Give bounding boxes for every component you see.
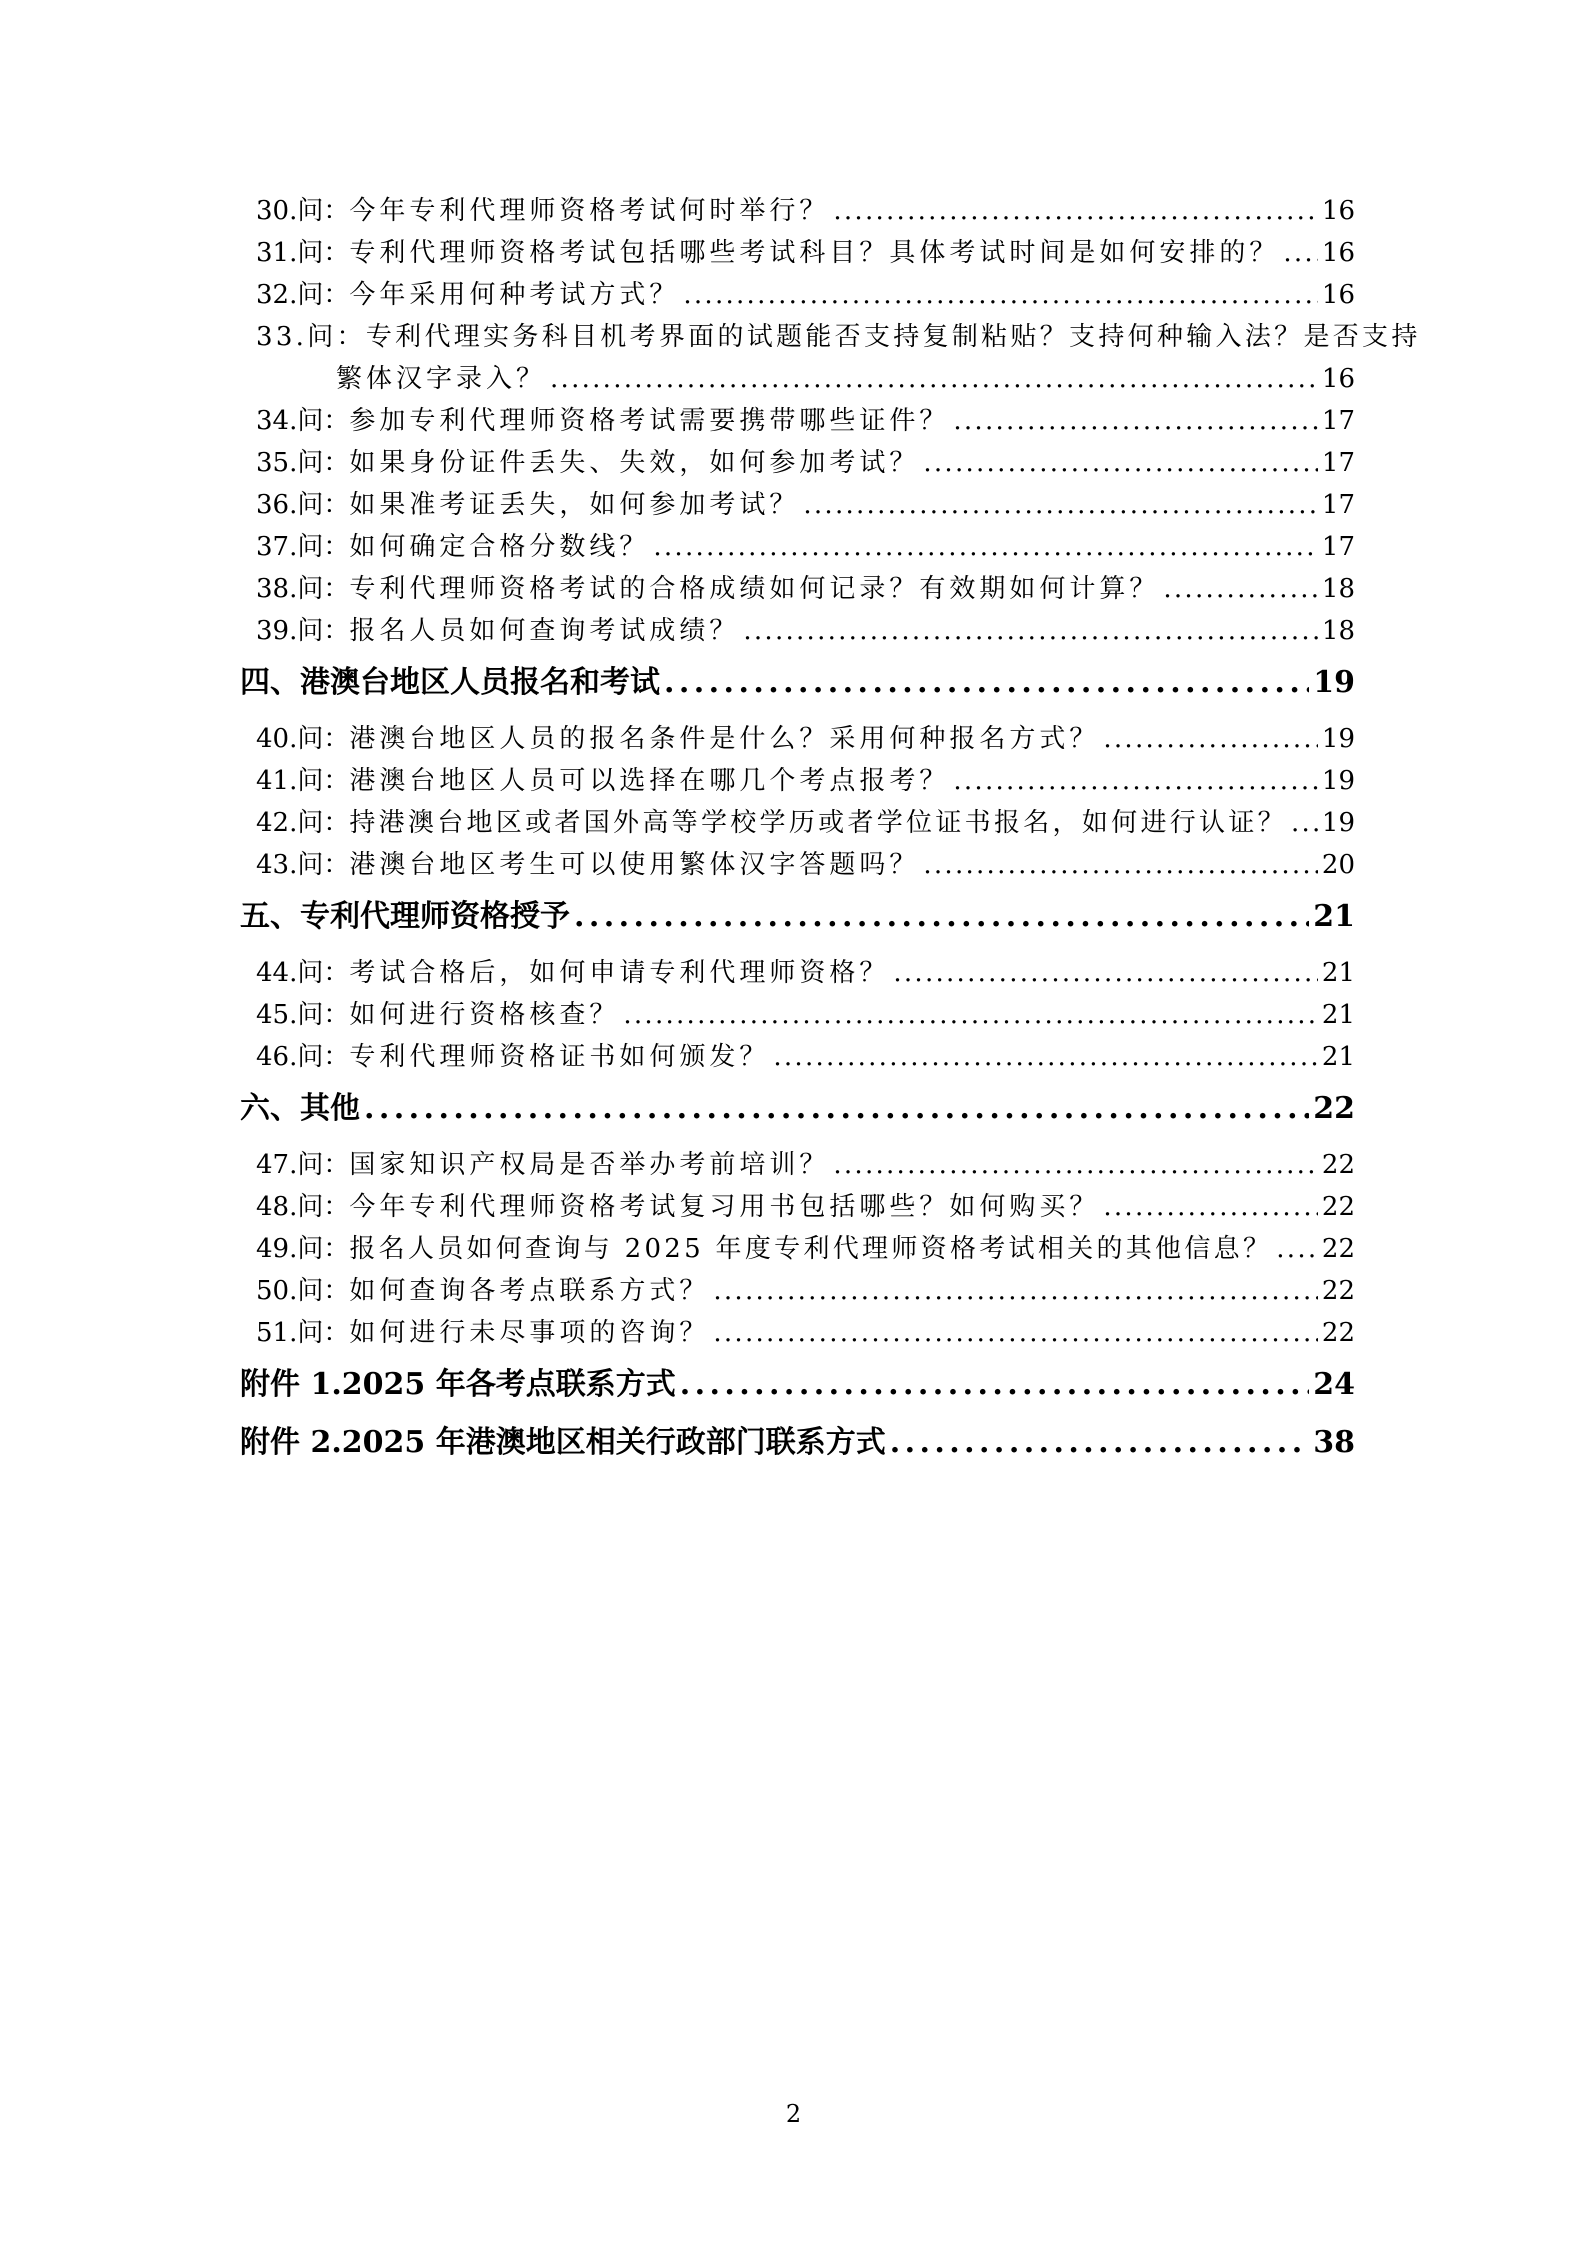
toc-entry-text: 国家知识产权局是否举办考前培训？ — [349, 1150, 830, 1180]
toc-section-text: 四、港澳台地区人员报名和考试 — [240, 665, 660, 700]
dot-leader — [653, 526, 1318, 568]
toc-entry-page: 19 — [1321, 766, 1355, 796]
toc-entry-page: 18 — [1321, 616, 1355, 646]
toc-entry-text: 港澳台地区人员的报名条件是什么？采用何种报名方式？ — [349, 724, 1100, 754]
toc-entry-page: 20 — [1321, 850, 1355, 880]
toc-entry-q50[interactable] — [240, 1270, 1355, 1312]
toc-appendix-2[interactable] — [240, 1422, 1355, 1464]
toc-entry-number: 45.问： — [256, 1000, 350, 1030]
toc-entry-page: 22 — [1321, 1318, 1355, 1348]
toc-entry-number: 42.问： — [256, 808, 350, 838]
toc-entry-q40[interactable] — [240, 718, 1355, 760]
toc-entry-text: 专利代理师资格考试包括哪些考试科目？具体考试时间是如何安排的？ — [349, 238, 1280, 268]
dot-leader — [1103, 1186, 1318, 1228]
toc-entry-q33[interactable] — [240, 316, 1421, 400]
toc-entry-q48[interactable] — [240, 1186, 1355, 1228]
toc-entry-number: 43.问： — [256, 850, 350, 880]
dot-leader — [713, 1312, 1318, 1354]
dot-leader — [953, 400, 1318, 442]
toc-appendix-text: 附件 2.2025 年港澳地区相关行政部门联系方式 — [240, 1425, 886, 1460]
toc-entry-page: 16 — [1321, 364, 1355, 394]
dot-leader — [550, 358, 1318, 400]
dot-leader — [803, 484, 1318, 526]
toc-entry-text-line1: 专利代理实务科目机考界面的试题能否支持复制粘贴？支持何种输入法？是否支持 — [365, 322, 1421, 352]
toc-entry-number: 49.问： — [256, 1234, 350, 1264]
toc-section-4[interactable] — [240, 662, 1355, 704]
toc-entry-q49[interactable] — [240, 1228, 1355, 1270]
toc-appendix-page: 38 — [1313, 1425, 1355, 1460]
toc-entry-number: 36.问： — [256, 490, 350, 520]
toc-entry-page: 16 — [1321, 280, 1355, 310]
dot-leader — [890, 1422, 1310, 1464]
toc-entry-text: 今年专利代理师资格考试复习用书包括哪些？如何购买？ — [349, 1192, 1100, 1222]
dot-leader — [833, 190, 1318, 232]
toc-entry-page: 18 — [1321, 574, 1355, 604]
dot-leader — [893, 952, 1318, 994]
dot-leader — [923, 442, 1318, 484]
toc-entry-q34[interactable] — [240, 400, 1355, 442]
toc-entry-text: 今年采用何种考试方式？ — [349, 280, 680, 310]
dot-leader — [713, 1270, 1318, 1312]
dot-leader — [574, 896, 1309, 938]
toc-entry-text: 报名人员如何查询与 2025 年度专利代理师资格考试相关的其他信息？ — [349, 1234, 1273, 1264]
toc-entry-text: 今年专利代理师资格考试何时举行？ — [349, 196, 830, 226]
dot-leader — [623, 994, 1318, 1036]
toc-entry-text: 如果准考证丢失，如何参加考试？ — [349, 490, 800, 520]
dot-leader — [1276, 1228, 1318, 1270]
toc-entry-number: 37.问： — [256, 532, 350, 562]
toc-entry-q43[interactable] — [240, 844, 1355, 886]
toc-entry-number: 46.问： — [256, 1042, 350, 1072]
toc-entry-text: 如何查询各考点联系方式？ — [349, 1276, 710, 1306]
dot-leader — [743, 610, 1318, 652]
toc-entry-q36[interactable] — [240, 484, 1355, 526]
toc-entry-q38[interactable] — [240, 568, 1355, 610]
toc-entry-q44[interactable] — [240, 952, 1355, 994]
toc-section-page: 22 — [1313, 1091, 1355, 1126]
toc-entry-text: 港澳台地区考生可以使用繁体汉字答题吗？ — [349, 850, 920, 880]
toc-entry-q51[interactable] — [240, 1312, 1355, 1354]
toc-entry-number: 35.问： — [256, 448, 350, 478]
toc-entry-text: 专利代理师资格证书如何颁发？ — [349, 1042, 770, 1072]
toc-entry-text: 持港澳台地区或者国外高等学校学历或者学位证书报名，如何进行认证？ — [349, 808, 1287, 838]
dot-leader — [1163, 568, 1318, 610]
toc-entry-number: 31.问： — [256, 238, 350, 268]
toc-entry-page: 22 — [1321, 1276, 1355, 1306]
toc-section-page: 19 — [1313, 665, 1355, 700]
toc-entry-page: 22 — [1321, 1192, 1355, 1222]
toc-entry-text: 如果身份证件丢失、失效，如何参加考试？ — [349, 448, 920, 478]
toc-entry-number: 30.问： — [256, 196, 350, 226]
toc-entry-number: 38.问： — [256, 574, 350, 604]
toc-entry-page: 17 — [1321, 448, 1355, 478]
table-of-contents — [240, 190, 1421, 1478]
toc-entry-q45[interactable] — [240, 994, 1355, 1036]
toc-section-text: 六、其他 — [240, 1091, 360, 1126]
toc-entry-page: 21 — [1321, 1042, 1355, 1072]
toc-entry-q32[interactable] — [240, 274, 1355, 316]
toc-entry-text: 专利代理师资格考试的合格成绩如何记录？有效期如何计算？ — [349, 574, 1160, 604]
toc-entry-text-line2: 繁体汉字录入？ — [336, 364, 547, 394]
toc-entry-page: 16 — [1321, 196, 1355, 226]
toc-entry-number: 51.问： — [256, 1318, 350, 1348]
toc-entry-text: 参加专利代理师资格考试需要携带哪些证件？ — [349, 406, 950, 436]
toc-appendix-text: 附件 1.2025 年各考点联系方式 — [240, 1367, 676, 1402]
dot-leader — [923, 844, 1318, 886]
toc-entry-q35[interactable] — [240, 442, 1355, 484]
dot-leader — [833, 1144, 1318, 1186]
toc-section-text: 五、专利代理师资格授予 — [240, 899, 570, 934]
toc-appendix-page: 24 — [1313, 1367, 1355, 1402]
toc-entry-page: 19 — [1321, 724, 1355, 754]
toc-entry-q30[interactable] — [240, 190, 1355, 232]
toc-entry-q46[interactable] — [240, 1036, 1355, 1078]
toc-entry-q39[interactable] — [240, 610, 1355, 652]
dot-leader — [1291, 802, 1318, 844]
dot-leader — [683, 274, 1318, 316]
toc-entry-number: 32.问： — [256, 280, 350, 310]
toc-appendix-1[interactable] — [240, 1364, 1355, 1406]
toc-entry-q37[interactable] — [240, 526, 1355, 568]
dot-leader — [664, 662, 1309, 704]
page-number: 2 — [785, 2100, 802, 2128]
toc-entry-number: 39.问： — [256, 616, 350, 646]
toc-entry-page: 22 — [1321, 1150, 1355, 1180]
toc-entry-number: 47.问： — [256, 1150, 350, 1180]
dot-leader — [953, 760, 1318, 802]
toc-entry-text: 如何确定合格分数线？ — [349, 532, 650, 562]
dot-leader — [1103, 718, 1318, 760]
toc-entry-text: 考试合格后，如何申请专利代理师资格？ — [349, 958, 890, 988]
dot-leader — [773, 1036, 1318, 1078]
toc-entry-page: 21 — [1321, 1000, 1355, 1030]
toc-section-5[interactable] — [240, 896, 1355, 938]
toc-section-page: 21 — [1313, 899, 1355, 934]
toc-entry-page: 17 — [1321, 532, 1355, 562]
dot-leader — [1283, 232, 1318, 274]
toc-entry-text: 如何进行资格核查？ — [349, 1000, 620, 1030]
toc-section-6[interactable] — [240, 1088, 1355, 1130]
toc-entry-number: 48.问： — [256, 1192, 350, 1222]
toc-entry-page: 17 — [1321, 406, 1355, 436]
toc-entry-q31[interactable] — [240, 232, 1355, 274]
toc-entry-number: 33.问： — [256, 322, 366, 352]
dot-leader — [680, 1364, 1310, 1406]
toc-entry-number: 41.问： — [256, 766, 350, 796]
toc-entry-page: 17 — [1321, 490, 1355, 520]
toc-entry-q41[interactable] — [240, 760, 1355, 802]
dot-leader — [364, 1088, 1309, 1130]
toc-entry-number: 44.问： — [256, 958, 350, 988]
toc-entry-page: 22 — [1321, 1234, 1355, 1264]
toc-entry-text: 港澳台地区人员可以选择在哪几个考点报考？ — [349, 766, 950, 796]
toc-entry-number: 34.问： — [256, 406, 350, 436]
toc-entry-page: 19 — [1321, 808, 1355, 838]
toc-entry-page: 16 — [1321, 238, 1355, 268]
toc-entry-number: 40.问： — [256, 724, 350, 754]
toc-entry-page: 21 — [1321, 958, 1355, 988]
toc-entry-q47[interactable] — [240, 1144, 1355, 1186]
toc-entry-text: 报名人员如何查询考试成绩？ — [349, 616, 740, 646]
toc-entry-number: 50.问： — [256, 1276, 350, 1306]
toc-entry-text: 如何进行未尽事项的咨询？ — [349, 1318, 710, 1348]
toc-entry-q42[interactable] — [240, 802, 1355, 844]
